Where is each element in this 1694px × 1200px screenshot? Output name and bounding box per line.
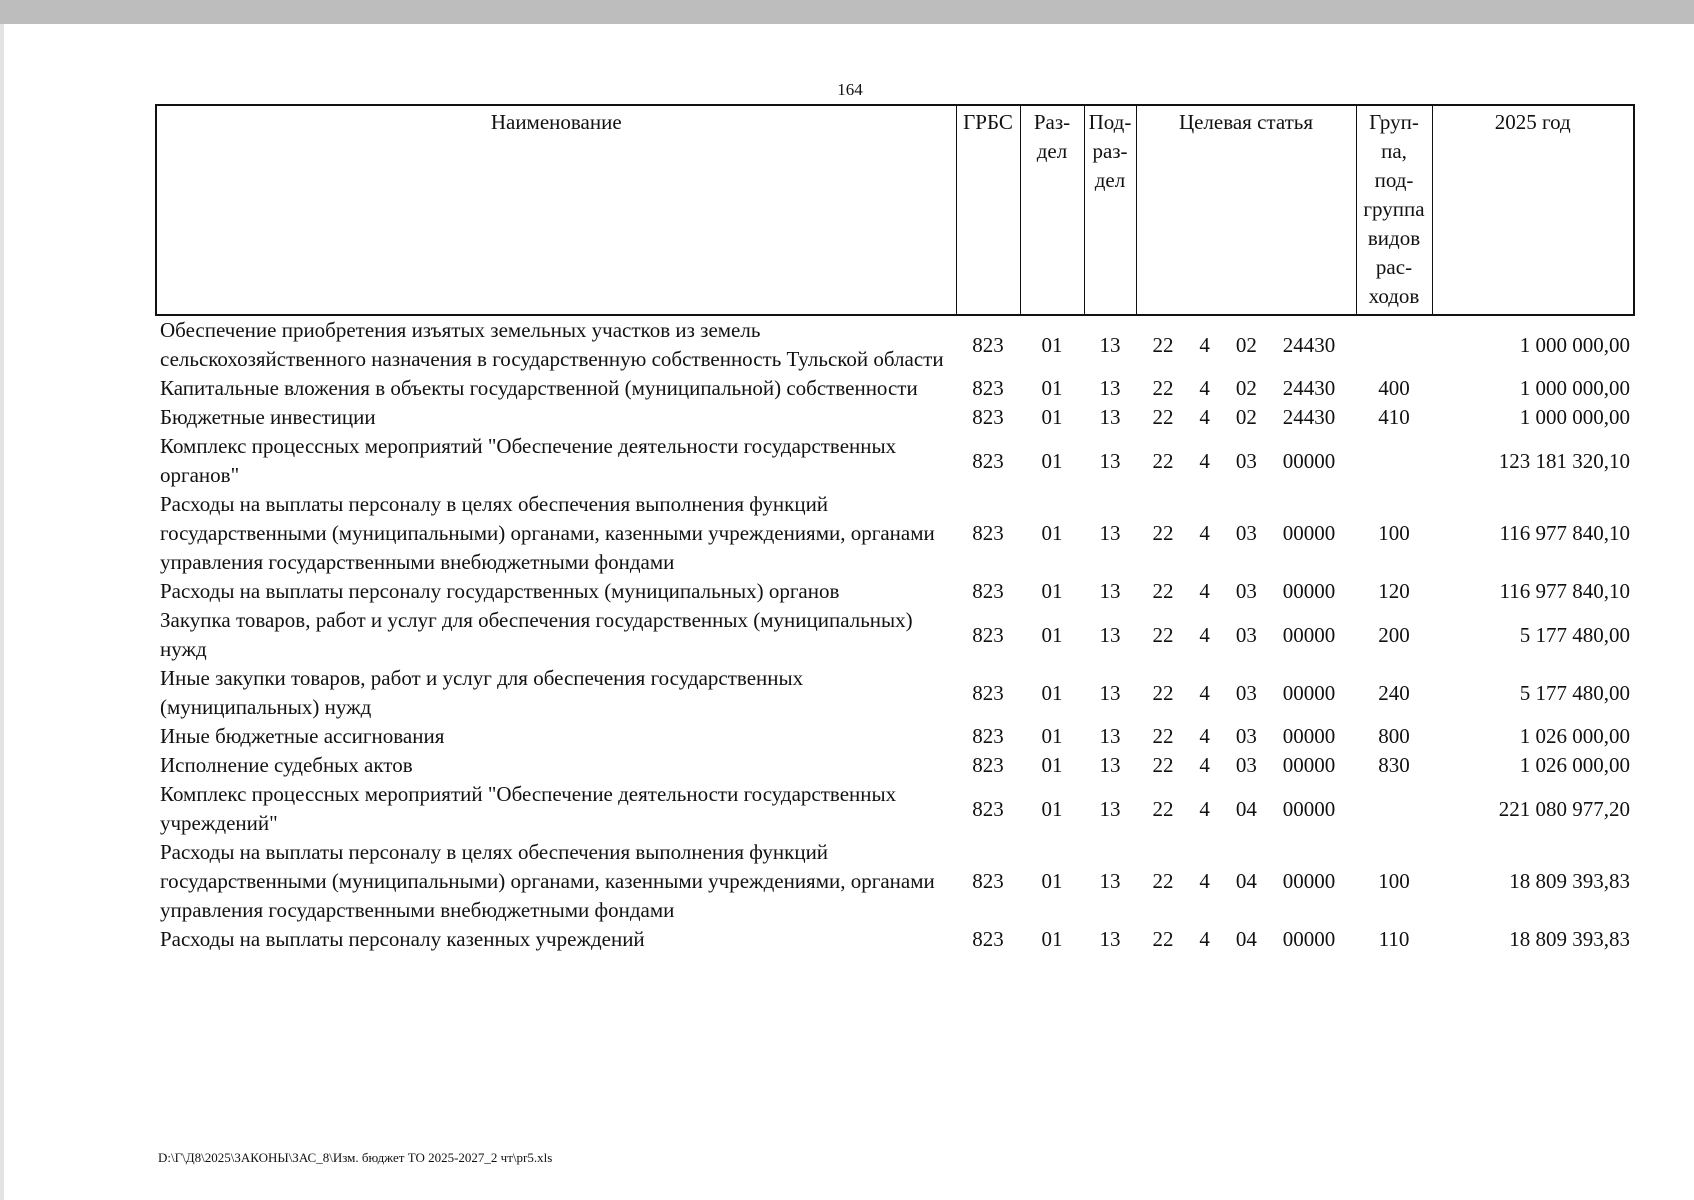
row-celevaya [1136,722,1356,751]
row-podrazdel: 13 [1099,579,1121,603]
row-vid: 240 [1378,680,1410,705]
row-grbs: 823 [972,927,1004,951]
row-podrazdel: 13 [1099,376,1121,400]
table-row [156,432,1634,490]
row-celevaya [1136,925,1356,954]
row-amount: 1 000 000,00 [1519,332,1630,357]
row-amount: 5 177 480,00 [1519,680,1630,705]
row-cs-direction: 00000 [1282,680,1336,705]
budget-table [155,104,1635,954]
row-grbs: 823 [972,680,1004,705]
row-cs-program: 22 [1152,622,1174,647]
row-cs-direction: 00000 [1282,796,1336,821]
table-row [156,315,1634,374]
row-cs-complex: 03 [1235,448,1257,473]
row-razdel: 01 [1041,405,1063,429]
row-grbs: 823 [972,753,1004,777]
row-grbs: 823 [972,521,1004,545]
row-name: Иные закупки товаров, работ и услуг для обеспечения государственных (муниципальных) нужд [160,666,804,719]
row-podrazdel: 13 [1099,796,1121,821]
row-podrazdel: 13 [1099,448,1121,473]
row-grbs: 823 [972,724,1004,748]
footer-file-path: D:\Г\Д8\2025\ЗАКОНЫ\ЗАС_8\Изм. бюджет ТО 2025-2027_2 чт\pr5.xls [158,1150,553,1165]
row-cs-direction: 00000 [1282,579,1336,603]
row-amount: 5 177 480,00 [1519,622,1630,647]
row-cs-direction: 00000 [1282,448,1336,473]
row-cs-program: 22 [1152,869,1174,893]
row-vid [1356,432,1432,490]
table-header [156,105,1634,315]
row-cs-type: 4 [1199,448,1210,473]
row-podrazdel: 13 [1099,753,1121,777]
row-name: Комплекс процессных мероприятий "Обеспечение деятельности государственных органов" [160,434,897,487]
table-row [156,577,1634,606]
row-name: Капитальные вложения в объекты государственной (муниципальной) собственности [160,376,918,400]
row-name: Комплекс процессных мероприятий "Обеспечение деятельности государственных учреждений" [160,782,897,835]
row-grbs: 823 [972,332,1004,357]
col-header-name: Наименование [156,105,956,315]
row-cs-type: 4 [1199,376,1210,400]
row-cs-direction: 00000 [1282,753,1336,777]
row-podrazdel: 13 [1099,405,1121,429]
row-cs-complex: 03 [1235,521,1257,545]
row-cs-direction: 00000 [1282,622,1336,647]
row-vid: 110 [1378,927,1410,951]
row-cs-type: 4 [1199,753,1210,777]
row-podrazdel: 13 [1099,680,1121,705]
row-cs-complex: 02 [1235,405,1257,429]
row-cs-direction: 00000 [1282,521,1336,545]
table-row [156,722,1634,751]
row-cs-type: 4 [1199,332,1210,357]
row-cs-program: 22 [1152,680,1174,705]
row-grbs: 823 [972,622,1004,647]
row-celevaya [1136,751,1356,780]
row-cs-complex: 04 [1235,796,1257,821]
row-cs-direction: 24430 [1282,332,1336,357]
row-name: Иные бюджетные ассигнования [160,724,445,748]
row-cs-complex: 02 [1235,332,1257,357]
row-celevaya [1136,374,1356,403]
row-cs-program: 22 [1152,753,1174,777]
row-vid: 830 [1378,753,1410,777]
col-header-vid: Груп- па, под- группа видов рас- ходов [1356,105,1432,315]
row-razdel: 01 [1041,448,1063,473]
row-razdel: 01 [1041,376,1063,400]
row-razdel: 01 [1041,869,1063,893]
row-cs-complex: 04 [1235,869,1257,893]
row-cs-type: 4 [1199,927,1210,951]
row-amount: 1 000 000,00 [1519,405,1630,429]
row-cs-type: 4 [1199,405,1210,429]
row-vid: 410 [1378,405,1410,429]
row-cs-direction: 00000 [1282,724,1336,748]
scan-left-edge [0,24,4,1200]
col-header-razdel: Раз- дел [1020,105,1084,315]
row-amount: 1 026 000,00 [1519,753,1630,777]
row-name: Закупка товаров, работ и услуг для обеспечения государственных (муниципальных) нужд [160,608,913,661]
row-razdel: 01 [1041,622,1063,647]
row-cs-program: 22 [1152,376,1174,400]
row-name: Бюджетные инвестиции [160,405,376,429]
row-podrazdel: 13 [1099,521,1121,545]
row-cs-direction: 24430 [1282,405,1336,429]
row-vid [1356,315,1432,374]
row-razdel: 01 [1041,680,1063,705]
row-cs-program: 22 [1152,332,1174,357]
row-cs-direction: 24430 [1282,376,1336,400]
row-cs-type: 4 [1199,521,1210,545]
row-razdel: 01 [1041,753,1063,777]
row-podrazdel: 13 [1099,927,1121,951]
row-celevaya [1136,490,1356,577]
row-grbs: 823 [972,579,1004,603]
row-celevaya [1136,664,1356,722]
row-cs-type: 4 [1199,579,1210,603]
row-grbs: 823 [972,405,1004,429]
row-cs-type: 4 [1199,680,1210,705]
table-row [156,925,1634,954]
row-vid: 200 [1378,622,1410,647]
budget-table-container [155,104,1633,954]
row-podrazdel: 13 [1099,724,1121,748]
row-vid: 400 [1378,376,1410,400]
row-celevaya [1136,838,1356,925]
row-celevaya [1136,315,1356,374]
col-header-grbs: ГРБС [956,105,1020,315]
row-celevaya [1136,432,1356,490]
row-vid: 120 [1378,579,1410,603]
col-header-celevaya: Целевая статья [1136,105,1356,315]
row-name: Расходы на выплаты персоналу казенных учреждений [160,927,645,951]
row-cs-program: 22 [1152,796,1174,821]
table-row [156,490,1634,577]
row-vid [1356,780,1432,838]
row-cs-program: 22 [1152,405,1174,429]
row-cs-direction: 00000 [1282,927,1336,951]
row-name: Расходы на выплаты персоналу государственных (муниципальных) органов [160,579,840,603]
row-cs-complex: 04 [1235,927,1257,951]
row-amount: 116 977 840,10 [1499,579,1630,603]
row-vid: 100 [1378,869,1410,893]
row-cs-program: 22 [1152,724,1174,748]
row-name: Исполнение судебных актов [160,753,413,777]
row-cs-type: 4 [1199,796,1210,821]
row-grbs: 823 [972,869,1004,893]
row-name: Расходы на выплаты персоналу в целях обеспечения выполнения функций государственными (муниципальными) органами, казенными учреждениями, органами управления государственными внебюджетными фондами [160,840,935,922]
row-razdel: 01 [1041,796,1063,821]
row-cs-complex: 03 [1235,680,1257,705]
row-amount: 18 809 393,83 [1509,927,1630,951]
page-number: 164 [837,80,863,99]
scan-top-border [0,0,1694,24]
table-row [156,403,1634,432]
row-celevaya [1136,606,1356,664]
row-cs-complex: 03 [1235,753,1257,777]
row-razdel: 01 [1041,724,1063,748]
table-row [156,751,1634,780]
row-vid: 100 [1378,521,1410,545]
row-podrazdel: 13 [1099,332,1121,357]
row-amount: 116 977 840,10 [1499,521,1630,545]
row-cs-program: 22 [1152,579,1174,603]
row-cs-complex: 02 [1235,376,1257,400]
row-grbs: 823 [972,796,1004,821]
row-cs-type: 4 [1199,869,1210,893]
row-amount: 18 809 393,83 [1509,869,1630,893]
row-podrazdel: 13 [1099,869,1121,893]
table-row [156,780,1634,838]
table-row [156,838,1634,925]
row-podrazdel: 13 [1099,622,1121,647]
row-cs-complex: 03 [1235,622,1257,647]
row-grbs: 823 [972,448,1004,473]
row-cs-type: 4 [1199,622,1210,647]
row-cs-complex: 03 [1235,724,1257,748]
row-cs-complex: 03 [1235,579,1257,603]
row-vid: 800 [1378,724,1410,748]
row-grbs: 823 [972,376,1004,400]
row-cs-program: 22 [1152,448,1174,473]
row-cs-program: 22 [1152,521,1174,545]
row-amount: 1 026 000,00 [1519,724,1630,748]
row-cs-direction: 00000 [1282,869,1336,893]
col-header-year: 2025 год [1432,105,1634,315]
col-header-podrazdel: Под- раз- дел [1084,105,1136,315]
row-razdel: 01 [1041,332,1063,357]
table-row [156,664,1634,722]
row-name: Обеспечение приобретения изъятых земельных участков из земель сельскохозяйственного назначения в государственную собственность Тульской области [160,318,944,371]
row-razdel: 01 [1041,579,1063,603]
row-amount: 1 000 000,00 [1519,376,1630,400]
row-amount: 221 080 977,20 [1498,796,1630,821]
table-row [156,374,1634,403]
row-razdel: 01 [1041,927,1063,951]
row-razdel: 01 [1041,521,1063,545]
table-row [156,606,1634,664]
row-celevaya [1136,403,1356,432]
row-amount: 123 181 320,10 [1498,448,1630,473]
row-name: Расходы на выплаты персоналу в целях обеспечения выполнения функций государственными (муниципальными) органами, казенными учреждениями, органами управления государственными внебюджетными фондами [160,492,935,574]
table-body [156,315,1634,954]
row-celevaya [1136,577,1356,606]
row-celevaya [1136,780,1356,838]
row-cs-program: 22 [1152,927,1174,951]
row-cs-type: 4 [1199,724,1210,748]
